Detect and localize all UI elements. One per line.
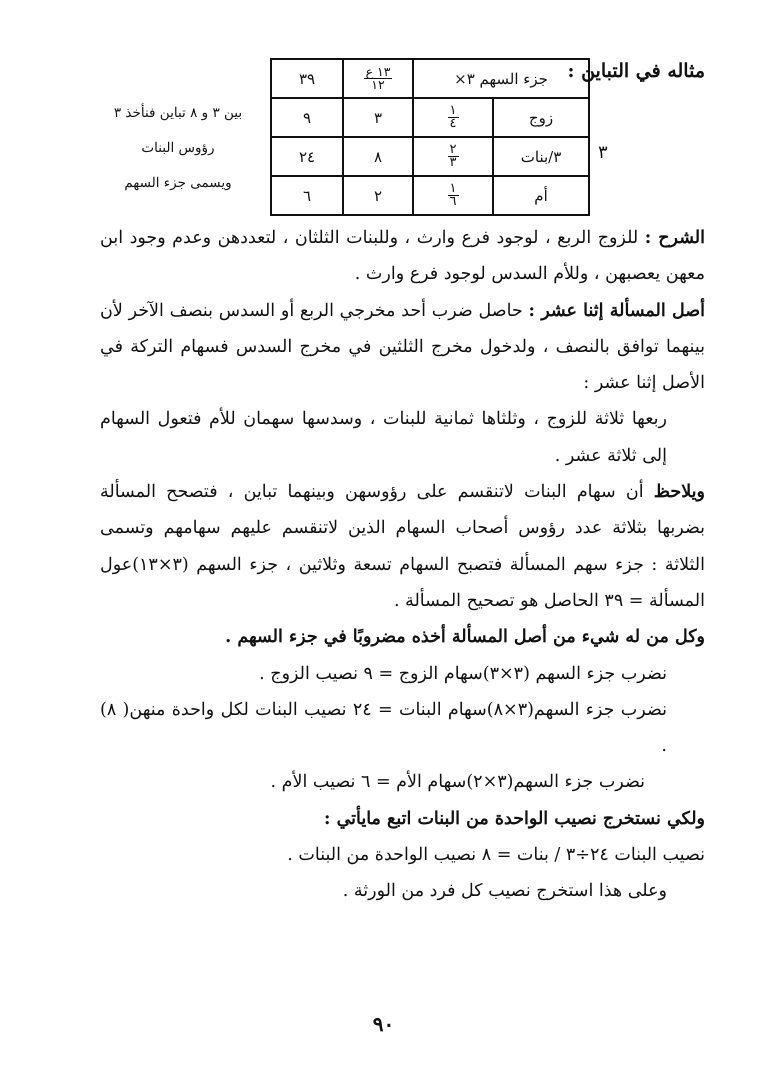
side-note-line: بين ٣ و ٨ تباين فنأخذ ٣ — [113, 105, 243, 121]
closing-line: وعلى هذا استخرج نصيب كل فرد من الورثة . — [342, 881, 667, 902]
share-fraction-cell: $\frac{١}{٤}$ — [413, 98, 493, 137]
total-cell: ٩ — [271, 98, 343, 137]
explanation-text: للزوج الربع ، لوجود فرع وارث ، وللبنات الثلثان ، لتعددهن وعدم وجود ابن معهن يعصبهن ، وللأم السدس لوجود فرع وارث . — [100, 228, 705, 285]
total-cell: ٢٤ — [271, 137, 343, 176]
shares-cell: ٨ — [343, 137, 413, 176]
page-number: ٩٠ — [372, 1012, 395, 1036]
side-note-line: ويسمى جزء السهم — [124, 175, 232, 191]
shares-cell: ٣ — [343, 98, 413, 137]
heir-cell: أم — [493, 176, 589, 215]
heir-cell: زوج — [493, 98, 589, 137]
page-body — [100, 220, 705, 910]
total-cell: ٦ — [271, 176, 343, 215]
rule-paragraph: وكل من له شيء من أصل المسألة أخذه مضروبًا في جزء السهم . — [225, 627, 705, 648]
table-row — [271, 137, 589, 176]
multiplier-number: ٣ — [598, 142, 608, 163]
inheritance-table — [270, 58, 590, 216]
origin-text: حاصل ضرب أحد مخرجي الربع أو السدس بنصف الآخر لأن بينهما توافق بالنصف ، ولدخول مخرج الثلثين في مخرج السدس فسهام التركة في الأصل إثنا عشر : — [100, 300, 705, 394]
table-header-row — [271, 59, 589, 98]
shares-cell: ٢ — [343, 176, 413, 215]
heir-cell: ٣/بنات — [493, 137, 589, 176]
table-row — [271, 98, 589, 137]
distribution-paragraph: ربعها ثلاثة للزوج ، وثلثاها ثمانية للبنات ، وسدسها سهمان للأم فتعول السهام إلى ثلاثة عشر . — [100, 409, 667, 466]
note-label: ويلاحظ — [653, 482, 705, 503]
share-fraction-cell: $\frac{١}{٦}$ — [413, 176, 493, 215]
example-title: مثاله في التباين : — [567, 60, 705, 82]
explanation-paragraph — [100, 220, 705, 293]
explanation-label: الشرح : — [644, 228, 705, 248]
header-shares-top: ١٣ ع — [365, 64, 391, 79]
calc-line: نضرب جزء السهم(٣×٢)سهام الأم = ٦ نصيب الأم . — [270, 772, 645, 793]
table-row — [271, 176, 589, 215]
extract-heading: ولكي نستخرج نصيب الواحدة من البنات اتبع مايأتي : — [324, 808, 705, 829]
table-header-total: ٣٩ — [271, 59, 343, 98]
share-fraction-cell: $\frac{٢}{٣}$ — [413, 137, 493, 176]
calc-line: نصيب البنات ٢٤÷٣ / بنات = ٨ نصيب الواحدة من البنات . — [287, 845, 705, 866]
origin-paragraph — [100, 293, 705, 402]
side-note — [88, 96, 268, 201]
origin-label: أصل المسألة إثنا عشر : — [528, 300, 705, 321]
calc-line: نضرب جزء السهم (٣×٣)سهام الزوج = ٩ نصيب الزوج . — [259, 663, 667, 684]
header-shares-bottom: ١٢ — [364, 78, 393, 91]
table-header-shares — [343, 59, 413, 98]
note-text: أن سهام البنات لاتنقسم على رؤوسهن وبينهما تباين ، فتصحح المسألة بضربها بثلاثة عدد رؤوس أصحاب السهام الذين لاتنقسم عليهم سهامهم وتسمى الثلاثة : جزء سهم المسألة فتصبح السهام تسعة وثلاثين ، جزء السهم (٣×١٣)عول المسألة = ٣٩ الحاصل هو تصحيح المسألة . — [100, 482, 705, 611]
calc-line: نضرب جزء السهم(٣×٨)سهام البنات = ٢٤ نصيب البنات لكل واحدة منهن( ٨) . — [100, 699, 667, 757]
side-note-line: رؤوس البنات — [141, 140, 215, 156]
note-paragraph — [100, 474, 705, 619]
table-header-label: جزء السهم ٣× — [413, 59, 589, 98]
